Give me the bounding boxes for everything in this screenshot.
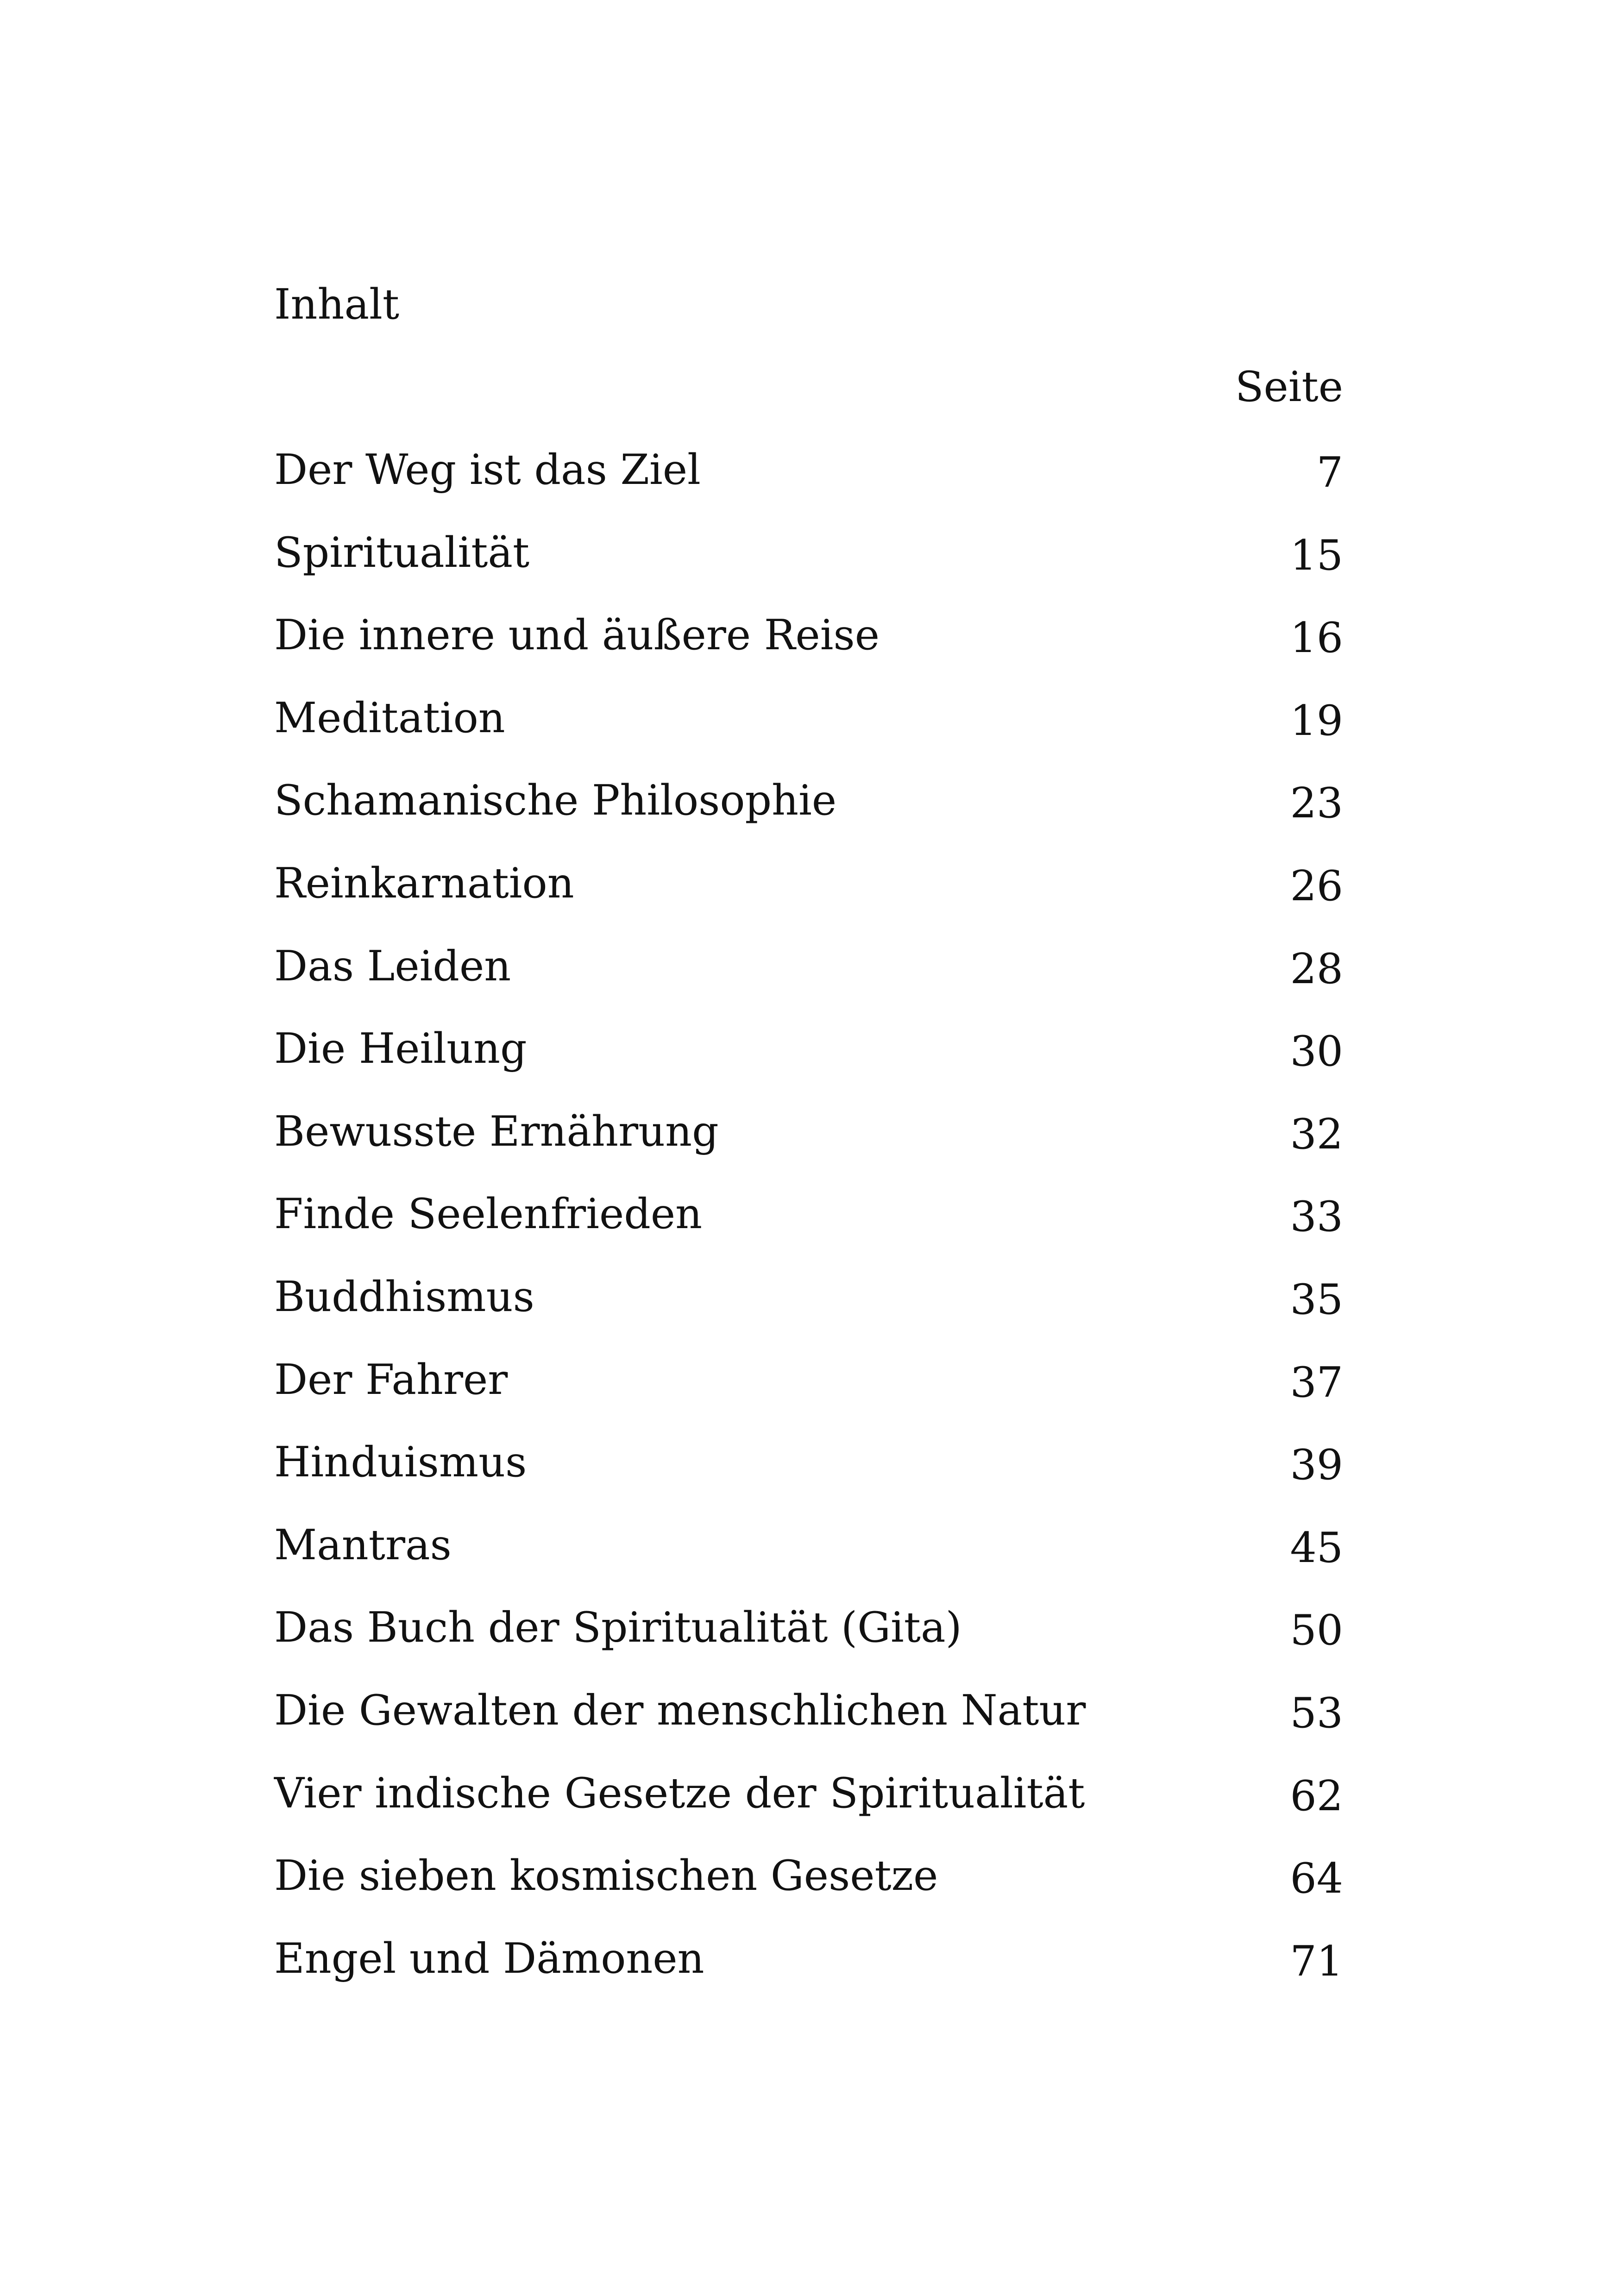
toc-entry-page: 50 xyxy=(1290,1606,1343,1655)
toc-entry xyxy=(274,1269,1343,1352)
toc-entry-title: Die innere und äußere Reise xyxy=(274,611,880,660)
toc-entry xyxy=(274,1848,1343,1931)
toc-entry-title: Der Fahrer xyxy=(274,1355,508,1404)
toc-entry-title: Die Gewalten der menschlichen Natur xyxy=(274,1686,1086,1735)
toc-entry xyxy=(274,1186,1343,1269)
toc-entry xyxy=(274,1766,1343,1849)
toc-entry xyxy=(274,442,1343,525)
toc-entry-title: Mantras xyxy=(274,1520,452,1569)
toc-entry xyxy=(274,1352,1343,1435)
toc-entry-page: 71 xyxy=(1290,1937,1343,1986)
toc-list xyxy=(274,442,1343,2014)
toc-entry-page: 23 xyxy=(1290,779,1343,828)
page-column-label: Seite xyxy=(1235,363,1343,411)
toc-entry-page: 53 xyxy=(1290,1688,1343,1738)
toc-entry-title: Engel und Dämonen xyxy=(274,1934,704,1983)
toc-entry xyxy=(274,1104,1343,1187)
toc-entry xyxy=(274,1600,1343,1683)
toc-entry-title: Spiritualität xyxy=(274,528,530,577)
toc-entry-page: 35 xyxy=(1290,1275,1343,1324)
toc-entry-title: Meditation xyxy=(274,693,505,742)
toc-entry xyxy=(274,1931,1343,2014)
toc-entry-title: Schamanische Philosophie xyxy=(274,776,837,825)
toc-entry-page: 33 xyxy=(1290,1192,1343,1242)
toc-entry-page: 37 xyxy=(1290,1358,1343,1407)
toc-entry-title: Die sieben kosmischen Gesetze xyxy=(274,1851,938,1901)
toc-entry xyxy=(274,1518,1343,1600)
toc-entry-title: Das Leiden xyxy=(274,941,511,991)
toc-entry-page: 30 xyxy=(1290,1027,1343,1076)
toc-entry-title: Vier indische Gesetze der Spiritualität xyxy=(274,1769,1085,1818)
toc-entry-page: 64 xyxy=(1290,1854,1343,1903)
toc-entry xyxy=(274,1683,1343,1766)
toc-heading: Inhalt xyxy=(274,280,400,329)
toc-entry-title: Das Buch der Spiritualität (Gita) xyxy=(274,1603,962,1652)
toc-entry-page: 39 xyxy=(1290,1441,1343,1490)
toc-entry xyxy=(274,939,1343,1022)
toc-entry-title: Finde Seelenfrieden xyxy=(274,1190,703,1239)
toc-entry-page: 19 xyxy=(1290,696,1343,745)
toc-entry-page: 16 xyxy=(1290,614,1343,663)
toc-entry-page: 15 xyxy=(1290,531,1343,580)
toc-entry-title: Der Weg ist das Ziel xyxy=(274,445,701,494)
toc-entry xyxy=(274,690,1343,773)
toc-entry-title: Bewusste Ernährung xyxy=(274,1107,719,1156)
toc-entry xyxy=(274,773,1343,856)
toc-entry-title: Reinkarnation xyxy=(274,859,574,908)
toc-entry xyxy=(274,1435,1343,1518)
toc-entry-page: 28 xyxy=(1290,944,1343,993)
toc-entry-page: 45 xyxy=(1290,1523,1343,1572)
toc-entry-title: Hinduismus xyxy=(274,1438,527,1487)
toc-entry xyxy=(274,1021,1343,1104)
toc-entry-title: Die Heilung xyxy=(274,1024,527,1073)
toc-entry-page: 7 xyxy=(1316,448,1343,497)
toc-entry-page: 26 xyxy=(1290,861,1343,910)
toc-entry-page: 32 xyxy=(1290,1110,1343,1159)
toc-entry-title: Buddhismus xyxy=(274,1272,534,1321)
toc-entry xyxy=(274,608,1343,690)
toc-entry-page: 62 xyxy=(1290,1771,1343,1820)
toc-entry xyxy=(274,525,1343,608)
toc-entry xyxy=(274,856,1343,939)
